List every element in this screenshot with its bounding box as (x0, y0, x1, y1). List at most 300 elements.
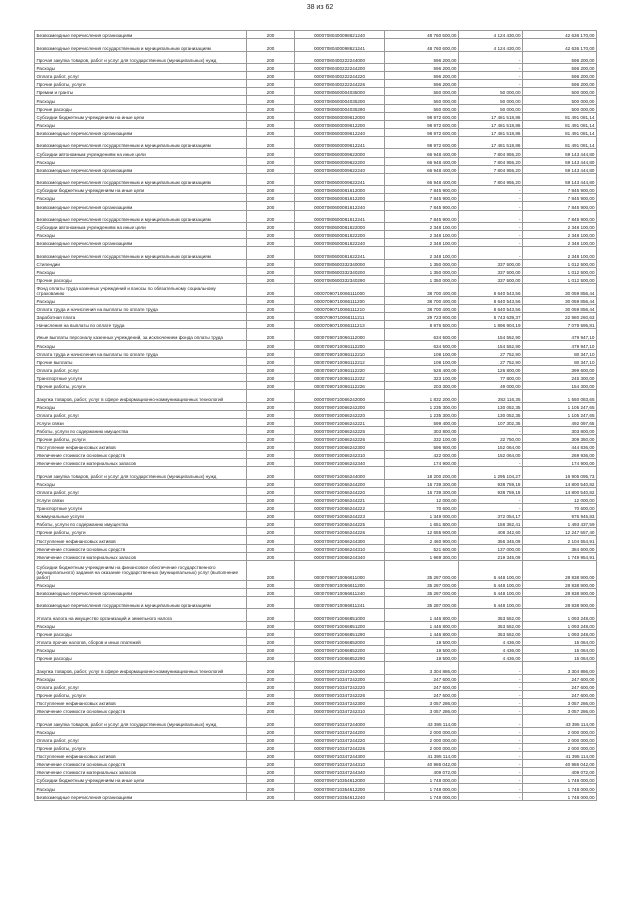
unexecuted-amount-cell: 7 845 900,00 (523, 210, 597, 223)
budget-classification-code-cell: 00007090710066111200 (295, 296, 385, 304)
approved-amount-cell: 7 845 900,00 (385, 194, 459, 202)
budget-classification-code-cell: 00007090710066111210 (295, 304, 385, 312)
item-name-cell: Работы, услуги по содержанию имущества (35, 426, 247, 434)
table-row (35, 768, 597, 776)
approved-amount-cell: 174 900,00 (385, 459, 459, 467)
unexecuted-amount-cell: 81 491 081,14 (523, 112, 597, 120)
item-name-cell: Расходы (35, 296, 247, 304)
item-name-cell: Прочая закупка товаров, работ и услуг для государственных (муниципальных) нужд (35, 51, 247, 64)
line-code-cell: 200 (247, 349, 295, 357)
table-row (35, 588, 597, 596)
executed-amount-cell: 50 000,00 (459, 88, 523, 96)
budget-classification-code-cell: 00007090710066244225 (295, 520, 385, 528)
approved-amount-cell: 2 348 100,00 (385, 223, 459, 231)
approved-amount-cell: 550 000,00 (385, 104, 459, 112)
unexecuted-amount-cell: 269 936,00 (523, 451, 597, 459)
executed-amount-cell: 7 804 955,20 (459, 173, 523, 186)
item-name-cell: Безвозмездные перечисления государственным и муниципальным организациям (35, 247, 247, 260)
item-name-cell: Оплата работ, услуг (35, 365, 247, 373)
line-code-cell: 200 (247, 768, 295, 776)
table-row (35, 39, 597, 52)
item-name-cell: Услуги связи (35, 495, 247, 503)
unexecuted-amount-cell: 14 800 540,82 (523, 487, 597, 495)
item-name-cell: Оплата труда и начисления на выплаты по оплате труда (35, 304, 247, 312)
budget-classification-code-cell: 00007090710066242300 (295, 442, 385, 450)
line-code-cell: 200 (247, 699, 295, 707)
line-code-cell: 200 (247, 365, 295, 373)
item-name-cell: Увеличение стоимости материальных запасов (35, 552, 247, 560)
executed-amount-cell: 938 759,18 (459, 487, 523, 495)
budget-classification-code-cell: 00007090710066111211 (295, 312, 385, 320)
unexecuted-amount-cell: 81 491 081,14 (523, 128, 597, 136)
line-code-cell: 200 (247, 629, 295, 637)
unexecuted-amount-cell: 12 000,00 (523, 495, 597, 503)
unexecuted-amount-cell: 1 749 954,91 (523, 552, 597, 560)
executed-amount-cell: - (459, 231, 523, 239)
approved-amount-cell: 599 400,00 (385, 418, 459, 426)
budget-classification-code-cell: 00007080400098621241 (295, 39, 385, 52)
line-code-cell: 200 (247, 504, 295, 512)
unexecuted-amount-cell: 247 600,00 (523, 682, 597, 690)
line-code-cell: 200 (247, 284, 295, 297)
line-code-cell: 200 (247, 120, 295, 128)
budget-classification-code-cell: 00007090710066112210 (295, 349, 385, 357)
executed-amount-cell: - (459, 459, 523, 467)
executed-amount-cell: 7 804 955,20 (459, 149, 523, 157)
item-name-cell: Субсидии автономным учреждениям на иные цели (35, 149, 247, 157)
approved-amount-cell: 12 000,00 (385, 495, 459, 503)
line-code-cell: 200 (247, 580, 295, 588)
executed-amount-cell: 49 000,00 (459, 381, 523, 389)
item-name-cell: Поступление нефинансовых активов (35, 752, 247, 760)
item-name-cell: Расходы (35, 341, 247, 349)
table-row (35, 467, 597, 480)
budget-classification-code-cell: 00007090710066611241 (295, 596, 385, 609)
approved-amount-cell: 2 348 100,00 (385, 239, 459, 247)
table-row (35, 451, 597, 459)
approved-amount-cell: 3 057 286,00 (385, 699, 459, 707)
table-row (35, 760, 597, 768)
budget-classification-code-cell: 00007080600004035290 (295, 104, 385, 112)
item-name-cell: Транспортные услуги (35, 504, 247, 512)
table-row (35, 410, 597, 418)
unexecuted-amount-cell: 596 200,00 (523, 51, 597, 64)
unexecuted-amount-cell: 40 986 042,00 (523, 760, 597, 768)
approved-amount-cell: 15 739 300,00 (385, 479, 459, 487)
budget-classification-code-cell: 00007090710347244340 (295, 768, 385, 776)
budget-classification-code-cell: 00007090710347244200 (295, 727, 385, 735)
item-name-cell: Коммунальные услуги (35, 512, 247, 520)
approved-amount-cell: 38 700 400,00 (385, 304, 459, 312)
approved-amount-cell: 19 500,00 (385, 646, 459, 654)
line-code-cell: 200 (247, 149, 295, 157)
executed-amount-cell: - (459, 674, 523, 682)
table-row (35, 80, 597, 88)
item-name-cell: Безвозмездные перечисления организациям (35, 588, 247, 596)
line-code-cell: 200 (247, 312, 295, 320)
line-code-cell: 200 (247, 621, 295, 629)
approved-amount-cell: 1 832 200,00 (385, 390, 459, 403)
unexecuted-amount-cell: 59 143 444,80 (523, 149, 597, 157)
executed-amount-cell: 50 000,00 (459, 96, 523, 104)
line-code-cell: 200 (247, 418, 295, 426)
budget-classification-code-cell: 00007090710347242220 (295, 682, 385, 690)
budget-classification-code-cell: 00007090710066244221 (295, 495, 385, 503)
budget-classification-code-cell: 00007080600332340290 (295, 275, 385, 283)
line-code-cell: 200 (247, 596, 295, 609)
line-code-cell: 200 (247, 275, 295, 283)
item-name-cell: Субсидии бюджетным учреждениям на финансовое обеспечение государственного (муниципального) задания на оказание государственных (муниципальных) услуг (выполнение работ) (35, 560, 247, 580)
budget-classification-code-cell: 00007090710066242340 (295, 459, 385, 467)
unexecuted-amount-cell: 596 200,00 (523, 64, 597, 72)
item-name-cell: Увеличение стоимости материальных запасов (35, 768, 247, 776)
budget-classification-code-cell: 00007080600081622240 (295, 239, 385, 247)
approved-amount-cell: 1 446 800,00 (385, 609, 459, 622)
executed-amount-cell: - (459, 735, 523, 743)
budget-classification-code-cell: 00007090710066112226 (295, 381, 385, 389)
line-code-cell: 200 (247, 39, 295, 52)
executed-amount-cell: 353 552,00 (459, 629, 523, 637)
unexecuted-amount-cell: 1 093 248,00 (523, 621, 597, 629)
item-name-cell: Прочие работы, услуги (35, 381, 247, 389)
table-row (35, 157, 597, 165)
approved-amount-cell: 1 350 000,00 (385, 275, 459, 283)
unexecuted-amount-cell: 30 059 856,44 (523, 304, 597, 312)
table-row (35, 136, 597, 149)
item-name-cell: Расходы (35, 120, 247, 128)
item-name-cell: Прочие работы, услуги (35, 528, 247, 536)
unexecuted-amount-cell: 42 636 170,00 (523, 39, 597, 52)
item-name-cell: Расходы (35, 157, 247, 165)
budget-classification-code-cell: 00007090710066111000 (295, 284, 385, 297)
approved-amount-cell: 596 200,00 (385, 80, 459, 88)
unexecuted-amount-cell: 81 491 081,14 (523, 120, 597, 128)
approved-amount-cell: 35 287 000,00 (385, 596, 459, 609)
approved-amount-cell: 1 446 800,00 (385, 621, 459, 629)
item-name-cell: Безвозмездные перечисления организациям (35, 239, 247, 247)
executed-amount-cell: 126 800,00 (459, 365, 523, 373)
budget-classification-code-cell: 00007090710066112212 (295, 357, 385, 365)
budget-classification-code-cell: 00007090710066242226 (295, 434, 385, 442)
table-row (35, 390, 597, 403)
table-row (35, 88, 597, 96)
table-row (35, 528, 597, 536)
executed-amount-cell: - (459, 80, 523, 88)
approved-amount-cell: 596 200,00 (385, 72, 459, 80)
line-code-cell: 200 (247, 186, 295, 194)
item-name-cell: Оплата работ, услуг (35, 735, 247, 743)
table-row (35, 715, 597, 728)
line-code-cell: 200 (247, 88, 295, 96)
unexecuted-amount-cell: 245 300,00 (523, 373, 597, 381)
executed-amount-cell: - (459, 744, 523, 752)
executed-amount-cell: - (459, 64, 523, 72)
table-row (35, 707, 597, 715)
unexecuted-amount-cell: 15 064,00 (523, 646, 597, 654)
executed-amount-cell: 219 345,09 (459, 552, 523, 560)
approved-amount-cell: 19 500,00 (385, 654, 459, 662)
table-row (35, 349, 597, 357)
unexecuted-amount-cell: 384 600,00 (523, 544, 597, 552)
unexecuted-amount-cell: 500 000,00 (523, 96, 597, 104)
budget-classification-code-cell: 00007090710066244226 (295, 528, 385, 536)
table-row (35, 495, 597, 503)
budget-classification-code-cell: 00007080600009612241 (295, 136, 385, 149)
item-name-cell: Оплата работ, услуг (35, 487, 247, 495)
line-code-cell: 200 (247, 544, 295, 552)
budget-classification-code-cell: 00007090710347242200 (295, 674, 385, 682)
line-code-cell: 200 (247, 390, 295, 403)
executed-amount-cell: - (459, 186, 523, 194)
unexecuted-amount-cell: 596 200,00 (523, 72, 597, 80)
budget-classification-code-cell: 00007080600081612200 (295, 194, 385, 202)
budget-classification-code-cell: 00007090710066244220 (295, 487, 385, 495)
line-code-cell: 200 (247, 104, 295, 112)
table-row (35, 104, 597, 112)
executed-amount-cell: 1 896 904,19 (459, 320, 523, 328)
executed-amount-cell: 130 052,35 (459, 410, 523, 418)
line-code-cell: 200 (247, 682, 295, 690)
line-code-cell: 200 (247, 715, 295, 728)
table-row (35, 223, 597, 231)
item-name-cell: Безвозмездные перечисления организациям (35, 202, 247, 210)
line-code-cell: 200 (247, 792, 295, 800)
budget-classification-code-cell: 00007080600009612200 (295, 120, 385, 128)
approved-amount-cell: 66 948 400,00 (385, 173, 459, 186)
unexecuted-amount-cell: 70 600,00 (523, 504, 597, 512)
executed-amount-cell: 17 481 518,86 (459, 136, 523, 149)
item-name-cell: Закупка товаров, работ, услуг в сфере информационно-коммуникационных технологий (35, 390, 247, 403)
item-name-cell: Иные выплаты персоналу казенных учреждений, за исключением фонда оплаты труда (35, 328, 247, 341)
line-code-cell: 200 (247, 434, 295, 442)
table-row (35, 31, 597, 39)
budget-classification-code-cell: 00007090710066242220 (295, 410, 385, 418)
line-code-cell: 200 (247, 136, 295, 149)
budget-classification-code-cell: 00007080600009622241 (295, 173, 385, 186)
unexecuted-amount-cell: 1 012 500,00 (523, 275, 597, 283)
table-body (35, 31, 597, 801)
item-name-cell: Прочие расходы (35, 654, 247, 662)
line-code-cell: 200 (247, 638, 295, 646)
budget-classification-code-cell: 00007090710066242221 (295, 418, 385, 426)
budget-classification-code-cell: 00007090710066851290 (295, 629, 385, 637)
table-row (35, 112, 597, 120)
budget-classification-code-cell: 00007090710066244223 (295, 512, 385, 520)
approved-amount-cell: 303 800,00 (385, 426, 459, 434)
approved-amount-cell: 66 948 400,00 (385, 157, 459, 165)
unexecuted-amount-cell: 1 493 437,59 (523, 520, 597, 528)
budget-classification-code-cell: 00007090710066244340 (295, 552, 385, 560)
line-code-cell: 200 (247, 654, 295, 662)
item-name-cell: Увеличение стоимости основных средств (35, 707, 247, 715)
executed-amount-cell: - (459, 776, 523, 784)
unexecuted-amount-cell: 14 800 540,82 (523, 479, 597, 487)
line-code-cell: 200 (247, 72, 295, 80)
unexecuted-amount-cell: 1 093 248,00 (523, 609, 597, 622)
item-name-cell: Расходы (35, 646, 247, 654)
table-row (35, 552, 597, 560)
table-row (35, 267, 597, 275)
item-name-cell: Субсидии бюджетным учреждениям на иные цели (35, 776, 247, 784)
executed-amount-cell: - (459, 202, 523, 210)
budget-classification-code-cell: 00007080600081622200 (295, 231, 385, 239)
approved-amount-cell: 66 948 400,00 (385, 165, 459, 173)
line-code-cell: 200 (247, 51, 295, 64)
item-name-cell: Прочие расходы (35, 629, 247, 637)
table-row (35, 120, 597, 128)
item-name-cell: Стипендии (35, 259, 247, 267)
budget-classification-code-cell: 00007090710066111213 (295, 320, 385, 328)
executed-amount-cell: - (459, 792, 523, 800)
unexecuted-amount-cell: 15 064,00 (523, 654, 597, 662)
line-code-cell: 200 (247, 80, 295, 88)
table-row (35, 275, 597, 283)
executed-amount-cell: 130 052,35 (459, 402, 523, 410)
approved-amount-cell: 1 748 000,00 (385, 792, 459, 800)
item-name-cell: Безвозмездные перечисления государственным и муниципальным организациям (35, 210, 247, 223)
table-row (35, 544, 597, 552)
executed-amount-cell: - (459, 760, 523, 768)
budget-classification-code-cell: 00007080400222244000 (295, 51, 385, 64)
approved-amount-cell: 7 845 900,00 (385, 186, 459, 194)
table-row (35, 776, 597, 784)
unexecuted-amount-cell: 2 000 000,00 (523, 744, 597, 752)
executed-amount-cell: - (459, 784, 523, 792)
item-name-cell: Оплата работ, услуг (35, 410, 247, 418)
executed-amount-cell: 152 064,00 (459, 442, 523, 450)
line-code-cell: 200 (247, 727, 295, 735)
executed-amount-cell: 4 124 430,00 (459, 31, 523, 39)
table-row (35, 381, 597, 389)
table-row (35, 536, 597, 544)
approved-amount-cell: 2 000 000,00 (385, 744, 459, 752)
executed-amount-cell: 107 302,35 (459, 418, 523, 426)
unexecuted-amount-cell: 81 491 081,14 (523, 136, 597, 149)
line-code-cell: 200 (247, 112, 295, 120)
table-row (35, 328, 597, 341)
approved-amount-cell: 2 000 000,00 (385, 727, 459, 735)
unexecuted-amount-cell: 309 350,00 (523, 434, 597, 442)
budget-classification-code-cell: 00007090710066244000 (295, 467, 385, 480)
budget-classification-code-cell: 00007090710066611200 (295, 580, 385, 588)
unexecuted-amount-cell: 500 000,00 (523, 88, 597, 96)
table-row (35, 202, 597, 210)
item-name-cell: Безвозмездные перечисления организациям (35, 128, 247, 136)
budget-classification-code-cell: 00007090710347244310 (295, 760, 385, 768)
approved-amount-cell: 2 348 100,00 (385, 231, 459, 239)
executed-amount-cell: 7 804 955,20 (459, 157, 523, 165)
budget-classification-code-cell: 00007090710066851000 (295, 609, 385, 622)
budget-classification-code-cell: 00007090710066852000 (295, 638, 385, 646)
executed-amount-cell: 6 743 639,37 (459, 312, 523, 320)
unexecuted-amount-cell: 1 105 247,65 (523, 410, 597, 418)
line-code-cell: 200 (247, 341, 295, 349)
table-row (35, 296, 597, 304)
approved-amount-cell: 1 235 300,00 (385, 410, 459, 418)
line-code-cell: 200 (247, 64, 295, 72)
item-name-cell: Увеличение стоимости материальных запасов (35, 459, 247, 467)
budget-classification-code-cell: 00007090710354612240 (295, 792, 385, 800)
item-name-cell: Субсидии автономным учреждениям на иные цели (35, 223, 247, 231)
executed-amount-cell: 6 448 100,00 (459, 588, 523, 596)
executed-amount-cell: - (459, 662, 523, 675)
table-row (35, 426, 597, 434)
line-code-cell: 200 (247, 528, 295, 536)
table-row (35, 487, 597, 495)
approved-amount-cell: 41 395 114,00 (385, 752, 459, 760)
executed-amount-cell: 8 640 543,56 (459, 304, 523, 312)
executed-amount-cell: - (459, 699, 523, 707)
table-row (35, 231, 597, 239)
line-code-cell: 200 (247, 784, 295, 792)
executed-amount-cell: 372 054,17 (459, 512, 523, 520)
approved-amount-cell: 521 600,00 (385, 544, 459, 552)
item-name-cell: Поступление нефинансовых активов (35, 699, 247, 707)
budget-classification-code-cell: 00007090710066242200 (295, 402, 385, 410)
approved-amount-cell: 1 748 000,00 (385, 776, 459, 784)
executed-amount-cell: - (459, 51, 523, 64)
table-row (35, 504, 597, 512)
budget-table-container (34, 30, 596, 801)
item-name-cell: Расходы (35, 96, 247, 104)
approved-amount-cell: 98 972 600,00 (385, 136, 459, 149)
unexecuted-amount-cell: 479 947,10 (523, 328, 597, 341)
unexecuted-amount-cell: 2 348 100,00 (523, 223, 597, 231)
table-row (35, 418, 597, 426)
line-code-cell: 200 (247, 357, 295, 365)
item-name-cell: Увеличение стоимости основных средств (35, 451, 247, 459)
approved-amount-cell: 596 200,00 (385, 64, 459, 72)
table-row (35, 442, 597, 450)
table-row (35, 638, 597, 646)
budget-classification-code-cell: 00007090710066611000 (295, 560, 385, 580)
budget-classification-code-cell: 00007080600009622000 (295, 149, 385, 157)
budget-classification-code-cell: 00007090710066852200 (295, 646, 385, 654)
budget-classification-code-cell: 00007080600009612240 (295, 128, 385, 136)
approved-amount-cell: 7 845 900,00 (385, 210, 459, 223)
table-row (35, 365, 597, 373)
approved-amount-cell: 1 350 000,00 (385, 259, 459, 267)
executed-amount-cell: 137 000,00 (459, 544, 523, 552)
item-name-cell: Субсидии бюджетным учреждениям на иные цели (35, 112, 247, 120)
unexecuted-amount-cell: 596 200,00 (523, 80, 597, 88)
unexecuted-amount-cell: 976 945,83 (523, 512, 597, 520)
item-name-cell: Увеличение стоимости основных средств (35, 760, 247, 768)
executed-amount-cell: - (459, 210, 523, 223)
budget-classification-code-cell: 00007090710066112220 (295, 365, 385, 373)
table-row (35, 479, 597, 487)
item-name-cell: Расходы (35, 194, 247, 202)
approved-amount-cell: 247 600,00 (385, 682, 459, 690)
unexecuted-amount-cell: 1 093 248,00 (523, 629, 597, 637)
approved-amount-cell: 1 235 300,00 (385, 402, 459, 410)
executed-amount-cell: 6 448 100,00 (459, 580, 523, 588)
budget-classification-code-cell: 00007090710066244222 (295, 504, 385, 512)
line-code-cell: 200 (247, 451, 295, 459)
item-name-cell: Прочие работы, услуги (35, 744, 247, 752)
budget-classification-code-cell: 00007080400222244200 (295, 64, 385, 72)
table-row (35, 51, 597, 64)
approved-amount-cell: 70 600,00 (385, 504, 459, 512)
line-code-cell: 200 (247, 410, 295, 418)
line-code-cell: 200 (247, 735, 295, 743)
unexecuted-amount-cell: 59 143 444,80 (523, 157, 597, 165)
approved-amount-cell: 247 600,00 (385, 691, 459, 699)
item-name-cell: Прочие работы, услуги (35, 80, 247, 88)
line-code-cell: 200 (247, 381, 295, 389)
line-code-cell: 200 (247, 373, 295, 381)
line-code-cell: 200 (247, 520, 295, 528)
